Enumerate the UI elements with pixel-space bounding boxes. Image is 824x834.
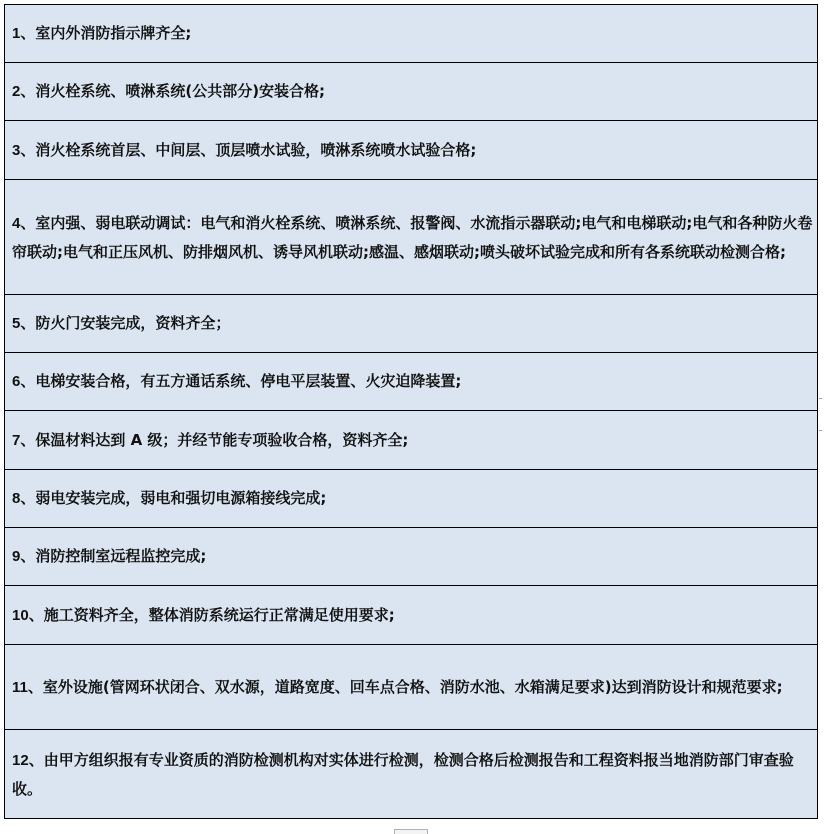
checklist-item-5 [5, 295, 818, 353]
item-number: 3 [12, 141, 21, 159]
item-text: 、消火栓系统首层、中间层、顶层喷水试验，喷淋系统喷水试验合格; [20, 140, 477, 159]
checklist-row [5, 295, 818, 353]
item-number: 4 [12, 214, 21, 232]
checklist-row [5, 528, 818, 586]
item-text: 、室外设施(管网环状闭合、双水源，道路宽度、回车点合格、消防水池、水箱满足要求)达到消防设计和规范要求; [27, 677, 783, 696]
item-number: 5 [12, 315, 21, 332]
item-text: 、电梯安装合格，有五方通话系统、停电平层装置、火灾迫降装置; [20, 372, 462, 390]
checklist-item-3 [5, 121, 818, 180]
checklist-item-2 [5, 63, 818, 121]
checklist-item-12 [5, 730, 818, 819]
checklist-row [5, 63, 818, 121]
checklist-item-7 [5, 411, 818, 470]
bottom-resize-tab[interactable] [394, 829, 428, 834]
checklist-item-10 [5, 586, 818, 645]
item-text: 、保温材料达到 A 级；并经节能专项验收合格，资料齐全; [20, 430, 409, 449]
item-text: 、防火门安装完成，资料齐全； [20, 314, 231, 332]
right-edge-tick [819, 398, 822, 399]
checklist-row [5, 586, 818, 645]
item-number: 2 [12, 83, 21, 100]
item-number: 1 [12, 25, 21, 42]
checklist-row [5, 353, 818, 411]
checklist-row [5, 730, 818, 819]
checklist-row [5, 645, 818, 730]
fire-acceptance-checklist-table [4, 4, 818, 819]
checklist-row [5, 411, 818, 470]
checklist-row [5, 180, 818, 295]
checklist-row [5, 470, 818, 528]
checklist-item-1 [5, 5, 818, 63]
item-number: 12 [12, 751, 29, 769]
item-number: 11 [12, 678, 28, 696]
item-text: 、消火栓系统、喷淋系统(公共部分)安装合格; [20, 82, 326, 100]
item-number: 7 [12, 431, 21, 449]
checklist-item-6 [5, 353, 818, 411]
item-text: 、消防控制室远程监控完成; [20, 547, 207, 565]
item-number: 8 [12, 490, 21, 507]
checklist-row [5, 121, 818, 180]
item-text: 、弱电安装完成，弱电和强切电源箱接线完成; [20, 489, 327, 507]
item-number: 9 [12, 548, 21, 565]
checklist-item-11 [5, 645, 818, 730]
checklist-item-9 [5, 528, 818, 586]
checklist-item-4 [5, 180, 818, 295]
item-text: 、室内外消防指示牌齐全; [20, 24, 192, 42]
item-text: 、由甲方组织报有专业资质的消防检测机构对实体进行检测，检测合格后检测报告和工程资料报当地消防部门审查验收。 [12, 750, 794, 798]
item-text: 、室内强、弱电联动调试：电气和消火栓系统、喷淋系统、报警阀、水流指示器联动;电气和电梯联动;电气和各种防火卷帘联动;电气和正压风机、防排烟风机、诱导风机联动;感温、感烟联动;喷头破坏试验完成和所有各系统联动检测合格; [12, 213, 813, 261]
checklist-item-8 [5, 470, 818, 528]
item-text: 、施工资料齐全，整体消防系统运行正常满足使用要求; [28, 605, 395, 624]
checklist-row [5, 5, 818, 63]
item-number: 10 [12, 606, 29, 624]
item-number: 6 [12, 373, 21, 390]
right-edge-tick [819, 430, 822, 431]
